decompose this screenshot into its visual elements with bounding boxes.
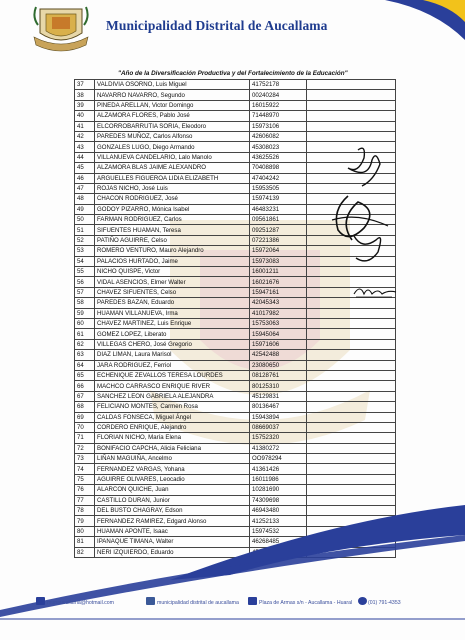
row-dni: 41017982	[250, 308, 307, 318]
row-name: GODOY PIZARRO, Mónica Isabel	[95, 204, 250, 214]
row-dni: 15972064	[250, 246, 307, 256]
row-signature	[307, 422, 396, 432]
row-dni: 16015922	[250, 100, 307, 110]
row-name: NAVARRO NAVARRO, Segundo	[95, 90, 250, 100]
row-dni: 70408898	[250, 163, 307, 173]
row-name: VIDAL ASENCIOS, Elmer Walter	[95, 277, 250, 287]
row-name: LIÑAN MAGUIÑA, Ancelmo	[95, 454, 250, 464]
row-dni: 15971606	[250, 339, 307, 349]
row-number: 68	[75, 402, 95, 412]
row-signature	[307, 111, 396, 121]
table-row	[75, 329, 396, 339]
table-row	[75, 391, 396, 401]
row-dni: 41752178	[250, 80, 307, 90]
row-signature	[307, 412, 396, 422]
row-name: ALZAMORA FLORES, Pablo José	[95, 111, 250, 121]
row-dni: OO978294	[250, 454, 307, 464]
row-name: FERNANDEZ RAMIREZ, Edgard Alonso	[95, 516, 250, 526]
row-name: PATIÑO AGUIRRE, Celso	[95, 235, 250, 245]
row-dni: 15945064	[250, 329, 307, 339]
table-row	[75, 308, 396, 318]
row-signature	[307, 454, 396, 464]
table-row	[75, 454, 396, 464]
row-number: 52	[75, 235, 95, 245]
row-dni: 42606082	[250, 131, 307, 141]
phone-icon	[358, 597, 367, 605]
row-number: 43	[75, 142, 95, 152]
row-name: ALZAMORA BLAS JAIME ALEXANDRO	[95, 163, 250, 173]
table-row	[75, 443, 396, 453]
table-row	[75, 402, 396, 412]
row-name: BONIFACIO CAPCHA, Alicia Feliciana	[95, 443, 250, 453]
row-signature	[307, 474, 396, 484]
table-row	[75, 495, 396, 505]
row-dni: 46483231	[250, 204, 307, 214]
row-dni: 15953505	[250, 183, 307, 193]
table-row	[75, 412, 396, 422]
row-name: AGUIRRE OLIVARES, Leocadio	[95, 474, 250, 484]
row-number: 65	[75, 370, 95, 380]
row-name: FELICIANO MONTES, Carmen Rosa	[95, 402, 250, 412]
row-dni: 09561861	[250, 215, 307, 225]
row-signature	[307, 90, 396, 100]
table-row	[75, 370, 396, 380]
table-row	[75, 80, 396, 90]
row-number: 60	[75, 318, 95, 328]
row-dni: 15752320	[250, 433, 307, 443]
row-number: 41	[75, 121, 95, 131]
row-number: 79	[75, 516, 95, 526]
row-name: VILLANUEVA CANDELARIO, Lalo Manolo	[95, 152, 250, 162]
row-name: GOMEZ LOPEZ, Liberato	[95, 329, 250, 339]
row-number: 42	[75, 131, 95, 141]
row-signature	[307, 464, 396, 474]
municipal-logo-icon	[32, 3, 90, 53]
row-signature	[307, 433, 396, 443]
row-dni: 41361426	[250, 464, 307, 474]
row-name: MACHCO CARRASCO ENRIQUE RIVER	[95, 381, 250, 391]
row-number: 49	[75, 204, 95, 214]
row-name: SIFUENTES HUAMAN, Teresa	[95, 225, 250, 235]
row-number: 37	[75, 80, 95, 90]
table-row	[75, 121, 396, 131]
mail-icon	[36, 597, 45, 605]
row-signature	[307, 370, 396, 380]
row-number: 63	[75, 350, 95, 360]
row-name: JARA RODRIGUEZ, Ferriol	[95, 360, 250, 370]
table-row	[75, 318, 396, 328]
row-name: IPANAQUE TIMANA, Walter	[95, 537, 250, 547]
row-dni: 16001211	[250, 267, 307, 277]
row-number: 47	[75, 183, 95, 193]
row-signature	[307, 495, 396, 505]
row-number: 57	[75, 287, 95, 297]
table-row	[75, 464, 396, 474]
row-signature	[307, 360, 396, 370]
row-dni: 46268485	[250, 537, 307, 547]
row-signature	[307, 318, 396, 328]
row-dni: 15973083	[250, 256, 307, 266]
table-row	[75, 287, 396, 297]
row-number: 44	[75, 152, 95, 162]
row-number: 80	[75, 526, 95, 536]
row-dni: 41380272	[250, 443, 307, 453]
row-dni: 47404242	[250, 173, 307, 183]
row-dni: 45129831	[250, 391, 307, 401]
row-dni: 45308023	[250, 142, 307, 152]
row-number: 69	[75, 412, 95, 422]
header-decoration	[345, 0, 465, 60]
table-row	[75, 381, 396, 391]
row-name: GONZALES LUGO, Diego Armando	[95, 142, 250, 152]
row-number: 45	[75, 163, 95, 173]
row-number: 51	[75, 225, 95, 235]
table-row	[75, 360, 396, 370]
row-name: NERI IZQUIERDO, Eduardo	[95, 547, 250, 557]
row-signature	[307, 350, 396, 360]
footer-facebook[interactable]: municipalidad distrital de aucallama	[157, 600, 239, 606]
row-dni: 15947161	[250, 287, 307, 297]
row-number: 48	[75, 194, 95, 204]
row-dni: 80125310	[250, 381, 307, 391]
row-name: CASTILLO DURAN, Junior	[95, 495, 250, 505]
table-row	[75, 474, 396, 484]
row-signature	[307, 308, 396, 318]
signature-icon	[352, 282, 398, 300]
row-name: VILLEGAS CHERO, José Gregorio	[95, 339, 250, 349]
row-dni: 10281690	[250, 485, 307, 495]
row-name: FERNANDEZ VARGAS, Yohana	[95, 464, 250, 474]
row-number: 64	[75, 360, 95, 370]
row-number: 38	[75, 90, 95, 100]
page-title: Municipalidad Distrital de Aucallama	[106, 18, 328, 33]
row-dni: 23080650	[250, 360, 307, 370]
row-name: SANCHEZ LEON GABRIELA ALEJANDRA	[95, 391, 250, 401]
row-dni: 15753063	[250, 318, 307, 328]
row-number: 70	[75, 422, 95, 432]
row-signature	[307, 121, 396, 131]
table-row	[75, 90, 396, 100]
table-row	[75, 485, 396, 495]
row-signature	[307, 391, 396, 401]
row-dni: 46943480	[250, 506, 307, 516]
row-name: ALARCON QUICHE, Juan	[95, 485, 250, 495]
row-number: 78	[75, 506, 95, 516]
footer-phone: (01) 791-4353	[368, 600, 401, 606]
row-name: ARGUELLES FIGUEROA LIDIA ELIZABETH	[95, 173, 250, 183]
row-dni: 42542488	[250, 350, 307, 360]
table-row	[75, 350, 396, 360]
row-number: 61	[75, 329, 95, 339]
row-dni: 15974139	[250, 194, 307, 204]
row-dni: 07221386	[250, 235, 307, 245]
row-dni: 43625526	[250, 152, 307, 162]
row-name: PAREDES BAZAN, Eduardo	[95, 298, 250, 308]
row-dni: 15943894	[250, 412, 307, 422]
row-number: 58	[75, 298, 95, 308]
location-icon	[248, 597, 257, 605]
row-name: CALDAS FONSECA, Miguel Ángel	[95, 412, 250, 422]
row-dni: 08669037	[250, 422, 307, 432]
row-number: 59	[75, 308, 95, 318]
row-dni: 41252133	[250, 516, 307, 526]
footer-address: Plaza de Armas s/n - Aucallama - Huaral	[259, 600, 353, 606]
row-number: 75	[75, 474, 95, 484]
row-name: DIAZ LIMAN, Laura Marisol	[95, 350, 250, 360]
row-signature	[307, 339, 396, 349]
row-number: 82	[75, 547, 95, 557]
row-number: 56	[75, 277, 95, 287]
row-number: 54	[75, 256, 95, 266]
row-name: ROJAS NICHO, José Luis	[95, 183, 250, 193]
row-number: 50	[75, 215, 95, 225]
footer-email[interactable]: munaucallama@hotmail.com	[47, 600, 114, 606]
row-number: 73	[75, 454, 95, 464]
row-number: 62	[75, 339, 95, 349]
row-dni: 16021676	[250, 277, 307, 287]
table-row	[75, 433, 396, 443]
row-number: 77	[75, 495, 95, 505]
row-number: 53	[75, 246, 95, 256]
row-dni: 08128761	[250, 370, 307, 380]
document-subtitle: "Año de la Diversificación Productiva y del Fortalecimiento de la Educación"	[118, 70, 348, 77]
facebook-icon	[146, 597, 155, 605]
row-signature	[307, 443, 396, 453]
row-number: 74	[75, 464, 95, 474]
row-name: CHAVEZ SIFUENTES, Celso	[95, 287, 250, 297]
row-name: VALDIVIA OSORNO, Luis Miguel	[95, 80, 250, 90]
row-name: HUAMAN APONTE, Isaac	[95, 526, 250, 536]
row-dni: 15974532	[250, 526, 307, 536]
row-name: FARMAN RODRIGUEZ, Carlos	[95, 215, 250, 225]
row-name: HUAMAN VILLANUEVA, Irma	[95, 308, 250, 318]
row-number: 72	[75, 443, 95, 453]
row-name: PAREDES MUÑOZ, Carlos Alfonso	[95, 131, 250, 141]
row-dni: 00240284	[250, 90, 307, 100]
row-name: ROMERO VENTURO, Mauro Alejandro	[95, 246, 250, 256]
row-number: 40	[75, 111, 95, 121]
row-signature	[307, 485, 396, 495]
row-name: CHAVEZ MARTINEZ, Luis Enrique	[95, 318, 250, 328]
footer-decoration	[0, 505, 465, 640]
row-number: 76	[75, 485, 95, 495]
row-number: 55	[75, 267, 95, 277]
row-signature	[307, 402, 396, 412]
row-signature	[307, 100, 396, 110]
row-number: 81	[75, 537, 95, 547]
row-dni: 74309698	[250, 495, 307, 505]
table-row	[75, 100, 396, 110]
table-row	[75, 298, 396, 308]
row-name: ECHENIQUE ZEVALLOS TERESA LOURDES	[95, 370, 250, 380]
table-row	[75, 422, 396, 432]
table-row	[75, 111, 396, 121]
row-name: FLORIAN NICHO, María Elena	[95, 433, 250, 443]
row-number: 46	[75, 173, 95, 183]
row-name: ELCORROBARRUTIA SORIA, Eleodoro	[95, 121, 250, 131]
row-dni: 16011986	[250, 474, 307, 484]
row-name: PALACIOS HURTADO, Jaime	[95, 256, 250, 266]
row-signature	[307, 381, 396, 391]
signature-icon	[318, 140, 400, 280]
row-signature	[307, 329, 396, 339]
row-name: CHACON RODRIGUEZ, José	[95, 194, 250, 204]
row-number: 39	[75, 100, 95, 110]
row-name: CORDERO ENRIQUE, Alejandro	[95, 422, 250, 432]
row-number: 66	[75, 381, 95, 391]
row-dni: 80136467	[250, 402, 307, 412]
row-dni: 09251287	[250, 225, 307, 235]
row-dni: 71448970	[250, 111, 307, 121]
row-signature	[307, 80, 396, 90]
row-number: 67	[75, 391, 95, 401]
row-name: DEL BUSTO CHAGRAY, Edson	[95, 506, 250, 516]
row-dni: 42045343	[250, 298, 307, 308]
row-name: PINEDA ARELLAN, Victor Domingo	[95, 100, 250, 110]
row-number: 71	[75, 433, 95, 443]
row-name: NICHO QUISPE, Victor	[95, 267, 250, 277]
row-dni: 15973106	[250, 121, 307, 131]
table-row	[75, 339, 396, 349]
